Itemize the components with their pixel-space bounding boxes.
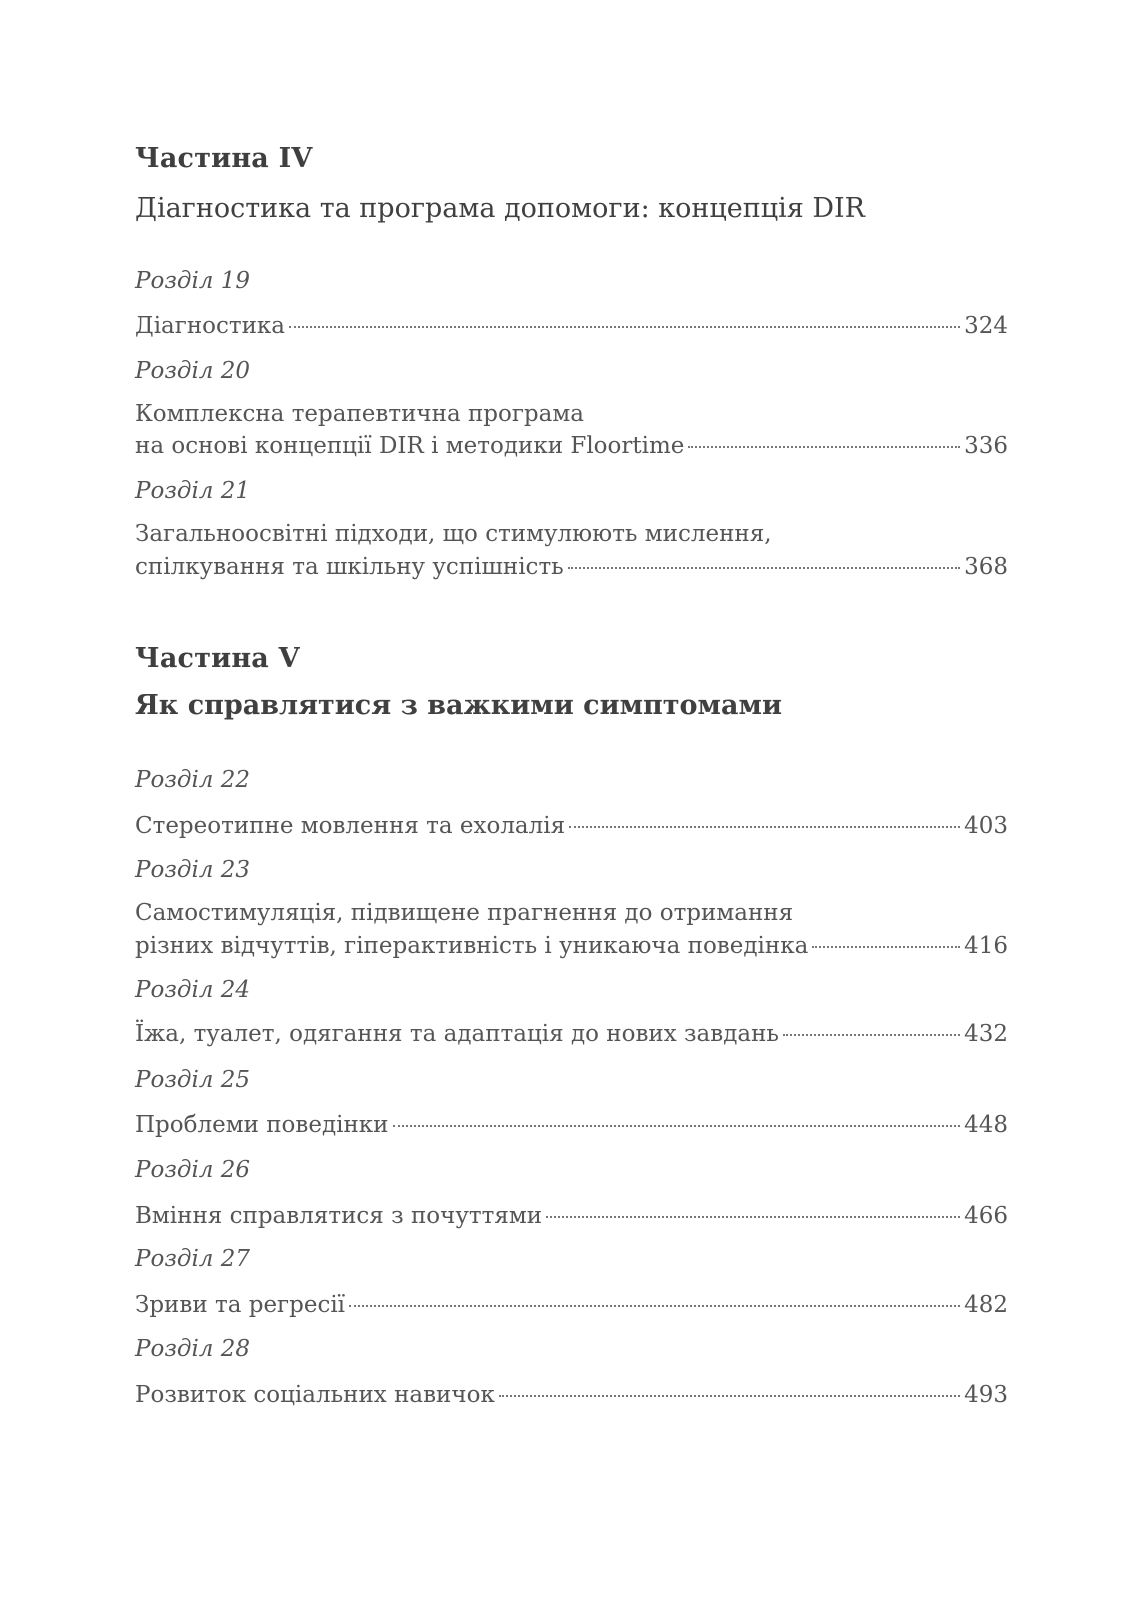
dot-leader <box>499 1395 960 1397</box>
dot-leader <box>569 826 960 828</box>
toc-entry-chapter-21[interactable] <box>135 551 1008 583</box>
part-iv-label: Частина IV <box>135 143 313 174</box>
chapter-24-label: Розділ 24 <box>135 977 251 1003</box>
dot-leader <box>289 326 960 328</box>
part-v-label: Частина V <box>135 643 300 674</box>
toc-entry-title: Діагностика <box>135 313 286 339</box>
toc-entry-chapter-22[interactable] <box>135 810 1008 842</box>
dot-leader <box>812 946 960 948</box>
chapter-22-label: Розділ 22 <box>135 767 251 793</box>
toc-entry-title: Їжа, туалет, одягання та адаптація до нових завдань <box>135 1021 779 1047</box>
toc-page-number: 368 <box>964 554 1008 580</box>
chapter-20-label: Розділ 20 <box>135 358 251 384</box>
toc-page-number: 482 <box>964 1292 1008 1318</box>
dot-leader <box>393 1125 961 1127</box>
toc-page-number: 432 <box>964 1021 1008 1047</box>
dot-leader <box>688 446 960 448</box>
toc-entry-chapter-23[interactable] <box>135 930 1008 962</box>
toc-entry-chapter-26[interactable] <box>135 1200 1008 1232</box>
chapter-25-label: Розділ 25 <box>135 1067 251 1093</box>
toc-entry-title: Вміння справлятися з почуттями <box>135 1203 543 1229</box>
toc-entry-title: Зриви та регресії <box>135 1292 346 1318</box>
toc-entry-title: Розвиток соціальних навичок <box>135 1382 495 1408</box>
toc-entry-title: спілкування та шкільну успішність <box>135 554 564 580</box>
dot-leader <box>568 567 960 569</box>
toc-page-number: 493 <box>964 1382 1008 1408</box>
dot-leader <box>546 1216 960 1218</box>
toc-entry-title: Стереотипне мовлення та ехолалія <box>135 813 566 839</box>
chapter-27-label: Розділ 27 <box>135 1246 251 1272</box>
chapter-20-title-line1: Комплексна терапевтична програма <box>135 401 584 427</box>
chapter-21-title-line1: Загальноосвітні підходи, що стимулюють мислення, <box>135 521 772 547</box>
toc-entry-title: різних відчуттів, гіперактивність і уникаюча поведінка <box>135 933 809 959</box>
toc-page-number: 336 <box>964 433 1008 459</box>
chapter-26-label: Розділ 26 <box>135 1157 251 1183</box>
chapter-23-title-line1: Самостимуляція, підвищене прагнення до отримання <box>135 900 794 926</box>
toc-entry-chapter-27[interactable] <box>135 1289 1008 1321</box>
chapter-19-label: Розділ 19 <box>135 268 251 294</box>
toc-entry-chapter-28[interactable] <box>135 1379 1008 1411</box>
toc-page-number: 403 <box>964 813 1008 839</box>
toc-entry-chapter-19[interactable] <box>135 310 1008 342</box>
dot-leader <box>349 1305 960 1307</box>
chapter-21-label: Розділ 21 <box>135 478 251 504</box>
toc-page-number: 416 <box>964 933 1008 959</box>
toc-entry-chapter-25[interactable] <box>135 1109 1008 1141</box>
toc-page-number: 448 <box>964 1112 1008 1138</box>
chapter-23-label: Розділ 23 <box>135 857 251 883</box>
toc-page-number: 324 <box>964 313 1008 339</box>
toc-entry-title: Проблеми поведінки <box>135 1112 389 1138</box>
part-iv-title: Діагностика та програма допомоги: концепція DIR <box>135 193 865 224</box>
chapter-28-label: Розділ 28 <box>135 1336 251 1362</box>
dot-leader <box>783 1034 960 1036</box>
toc-entry-title: на основі концепції DIR і методики Floortime <box>135 433 685 459</box>
toc-page-number: 466 <box>964 1203 1008 1229</box>
toc-entry-chapter-20[interactable] <box>135 430 1008 462</box>
toc-entry-chapter-24[interactable] <box>135 1018 1008 1050</box>
part-v-title: Як справлятися з важкими симптомами <box>135 690 782 721</box>
